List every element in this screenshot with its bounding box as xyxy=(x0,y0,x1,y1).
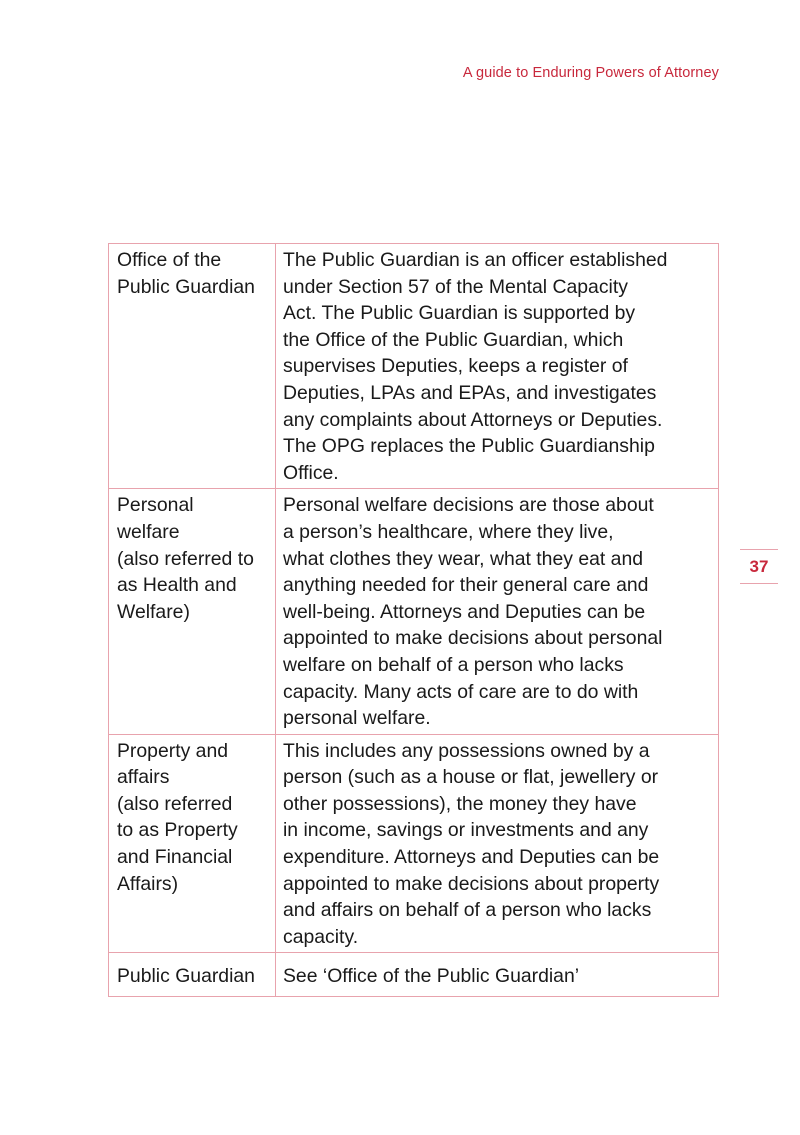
definition-line: in income, savings or investments and any xyxy=(283,819,649,842)
glossary-term xyxy=(109,244,276,489)
definition-line: Act. The Public Guardian is supported by xyxy=(283,302,636,325)
term-line: Affairs) xyxy=(117,872,179,895)
definition-line: appointed to make decisions about personal xyxy=(283,627,663,650)
glossary-table xyxy=(108,243,719,997)
definition-line: what clothes they wear, what they eat and xyxy=(283,547,644,570)
page-number-marker xyxy=(740,549,778,584)
definition-line: other possessions), the money they have xyxy=(283,792,637,815)
definition-line: This includes any possessions owned by a xyxy=(283,739,650,762)
term-line: Property and xyxy=(117,739,229,762)
definition-line: supervises Deputies, keeps a register of xyxy=(283,355,628,378)
term-line: (also referred to xyxy=(117,547,254,570)
glossary-row-public-guardian xyxy=(109,953,719,997)
definition-line: person (such as a house or flat, jewellery or xyxy=(283,766,659,789)
glossary-definition xyxy=(276,953,719,997)
definition-line: The OPG replaces the Public Guardianship xyxy=(283,435,655,458)
glossary-definition xyxy=(276,244,719,489)
term-line: Public Guardian xyxy=(117,965,255,988)
term-line: welfare xyxy=(117,520,180,543)
term-line: as Health and xyxy=(117,574,237,597)
definition-line: Personal welfare decisions are those about xyxy=(283,494,654,517)
definition-line: a person’s healthcare, where they live, xyxy=(283,520,614,543)
glossary-definition xyxy=(276,489,719,734)
term-line: Office of the xyxy=(117,249,222,271)
definition-line: any complaints about Attorneys or Deputies. xyxy=(283,408,663,431)
definition-line: welfare on behalf of a person who lacks xyxy=(283,653,624,676)
definition-line: the Office of the Public Guardian, which xyxy=(283,328,624,351)
glossary-definition xyxy=(276,734,719,953)
term-line: Personal xyxy=(117,494,194,517)
definition-line: capacity. Many acts of care are to do with xyxy=(283,680,639,703)
definition-line: See ‘Office of the Public Guardian’ xyxy=(283,965,580,988)
running-header-title: A guide to Enduring Powers of Attorney xyxy=(462,65,719,81)
definition-line: personal welfare. xyxy=(283,707,431,730)
definition-line: Deputies, LPAs and EPAs, and investigates xyxy=(283,381,657,404)
term-line: to as Property xyxy=(117,819,238,842)
term-line: Public Guardian xyxy=(117,275,255,298)
definition-line: capacity. xyxy=(283,925,359,948)
definition-line: appointed to make decisions about property xyxy=(283,872,660,895)
page-number: 37 xyxy=(749,556,769,576)
definition-line: expenditure. Attorneys and Deputies can be xyxy=(283,846,660,869)
glossary-term xyxy=(109,489,276,734)
definition-line: under Section 57 of the Mental Capacity xyxy=(283,275,628,298)
glossary-row-property-and-affairs xyxy=(109,734,719,953)
glossary-term xyxy=(109,734,276,953)
glossary-row-personal-welfare xyxy=(109,489,719,734)
definition-line: and affairs on behalf of a person who lacks xyxy=(283,899,652,922)
term-line: (also referred xyxy=(117,792,233,815)
term-line: affairs xyxy=(117,766,170,789)
definition-line: well-being. Attorneys and Deputies can be xyxy=(283,600,646,623)
term-line: Welfare) xyxy=(117,600,190,623)
definition-line: Office. xyxy=(283,461,339,484)
term-line: and Financial xyxy=(117,846,233,869)
definition-line: anything needed for their general care and xyxy=(283,574,649,597)
glossary-term xyxy=(109,953,276,997)
glossary-row-office-of-the-public-guardian xyxy=(109,244,719,489)
definition-line: The Public Guardian is an officer established xyxy=(283,249,668,271)
